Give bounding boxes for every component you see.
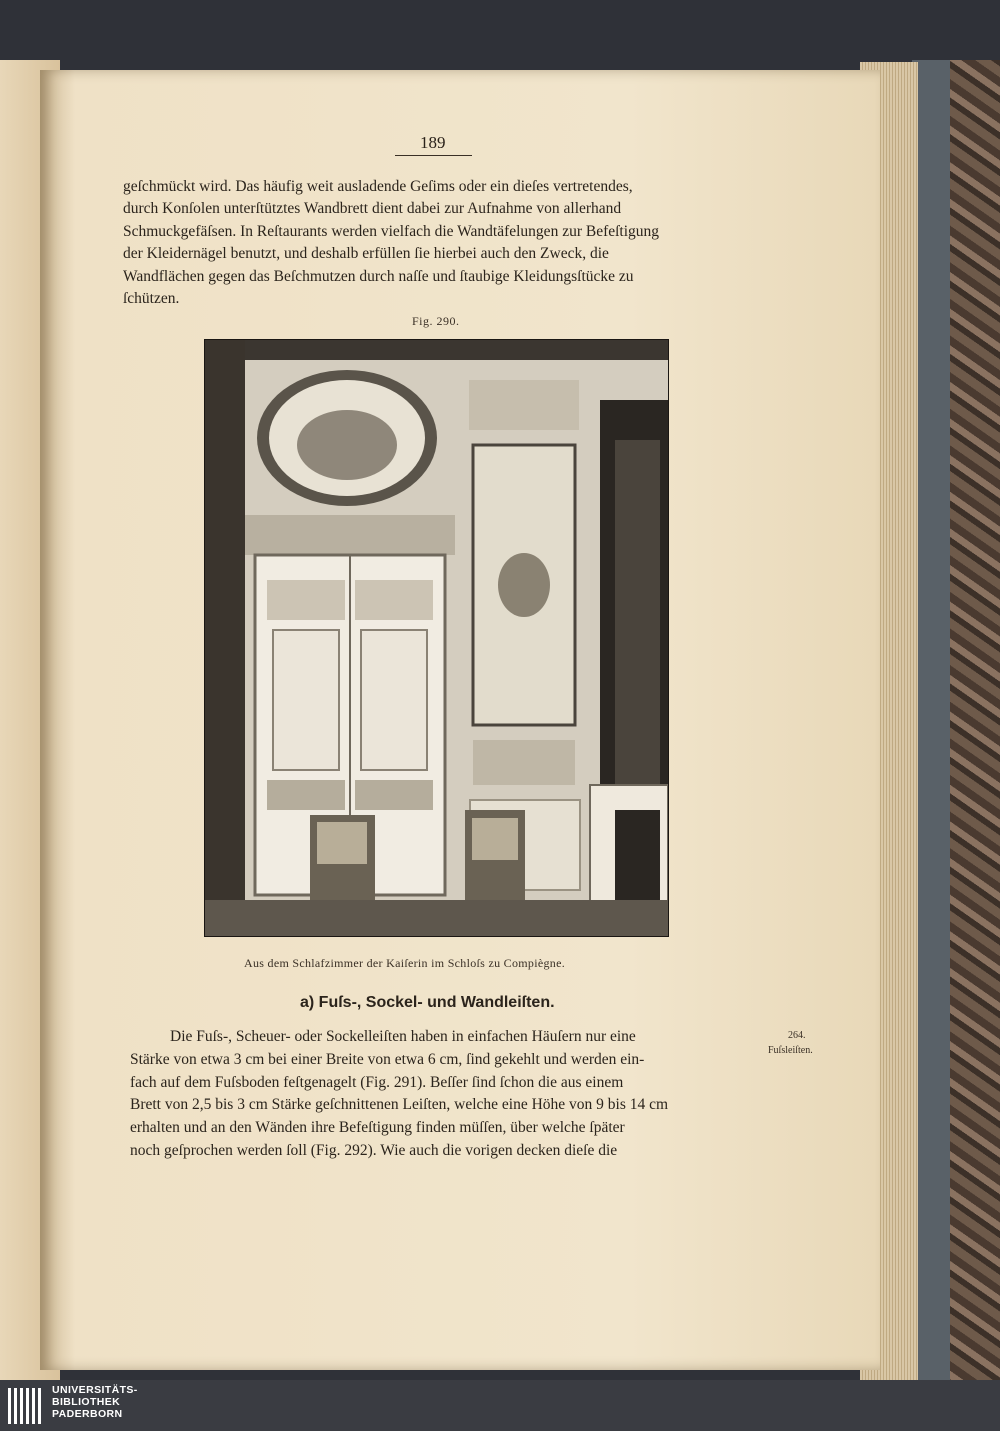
text-line: fach auf dem Fuſsboden feſtgenagelt (Fig. 291). Beſſer ſind ſchon die aus einem	[130, 1073, 624, 1091]
text-line: Die Fuſs-, Scheuer- oder Sockelleiſten haben in einfachen Häuſern nur eine	[170, 1028, 636, 1045]
text-line: Brett von 2,5 bis 3 cm Stärke geſchnittenen Leiſten, welche eine Höhe von 9 bis 14 cm	[130, 1096, 669, 1114]
text-line: durch Konſolen unterſtütztes Wandbrett dient dabei zur Aufnahme von allerhand	[123, 200, 622, 218]
text-line: Stärke von etwa 3 cm bei einer Breite von etwa 6 cm, ſind gekehlt und werden ein-	[130, 1050, 645, 1068]
margin-note-number: 264.	[788, 1030, 806, 1041]
text-line: erhalten und an den Wänden ihre Befeſtigung finden müſſen, über welche ſpäter	[130, 1119, 625, 1137]
text-line: ſchützen.	[123, 290, 180, 308]
bedroom-door-illustration	[205, 340, 668, 936]
text-line: Schmuckgefäſsen. In Reſtaurants werden vielfach die Wandtäfelungen zur Befeſtigung	[123, 222, 660, 240]
body-paragraph	[130, 1026, 752, 1163]
text-line: der Kleidernägel benutzt, und deshalb erfüllen ſie hierbei auch den Zweck, die	[123, 245, 609, 263]
logo-line: BIBLIOTHEK	[52, 1396, 121, 1408]
library-logo-icon	[8, 1388, 48, 1424]
figure-caption: Aus dem Schlafzimmer der Kaiſerin im Schloſs zu Compiègne.	[244, 956, 565, 970]
figure-photograph	[205, 340, 668, 936]
margin-note-label: Fuſsleiſten.	[768, 1045, 813, 1056]
top-paragraph	[123, 176, 751, 310]
footer-bar	[0, 1380, 1000, 1431]
text-line: noch geſprochen werden ſoll (Fig. 292). Wie auch die vorigen decken dieſe die	[130, 1141, 618, 1159]
figure-label: Fig. 290.	[412, 314, 460, 328]
text-line: geſchmückt wird. Das häufig weit ausladende Geſims oder ein dieſes vertretendes,	[123, 178, 633, 195]
library-logo-text	[52, 1384, 138, 1420]
page-number-rule	[395, 155, 472, 156]
logo-line: PADERBORN	[52, 1408, 123, 1420]
section-heading: a) Fuſs-, Sockel- und Wandleiſten.	[300, 994, 555, 1011]
logo-line: UNIVERSITÄTS-	[52, 1384, 138, 1396]
text-line: Wandflächen gegen das Beſchmutzen durch naſſe und ſtaubige Kleidungsſtücke zu	[123, 267, 634, 285]
page-number: 189	[420, 133, 446, 152]
